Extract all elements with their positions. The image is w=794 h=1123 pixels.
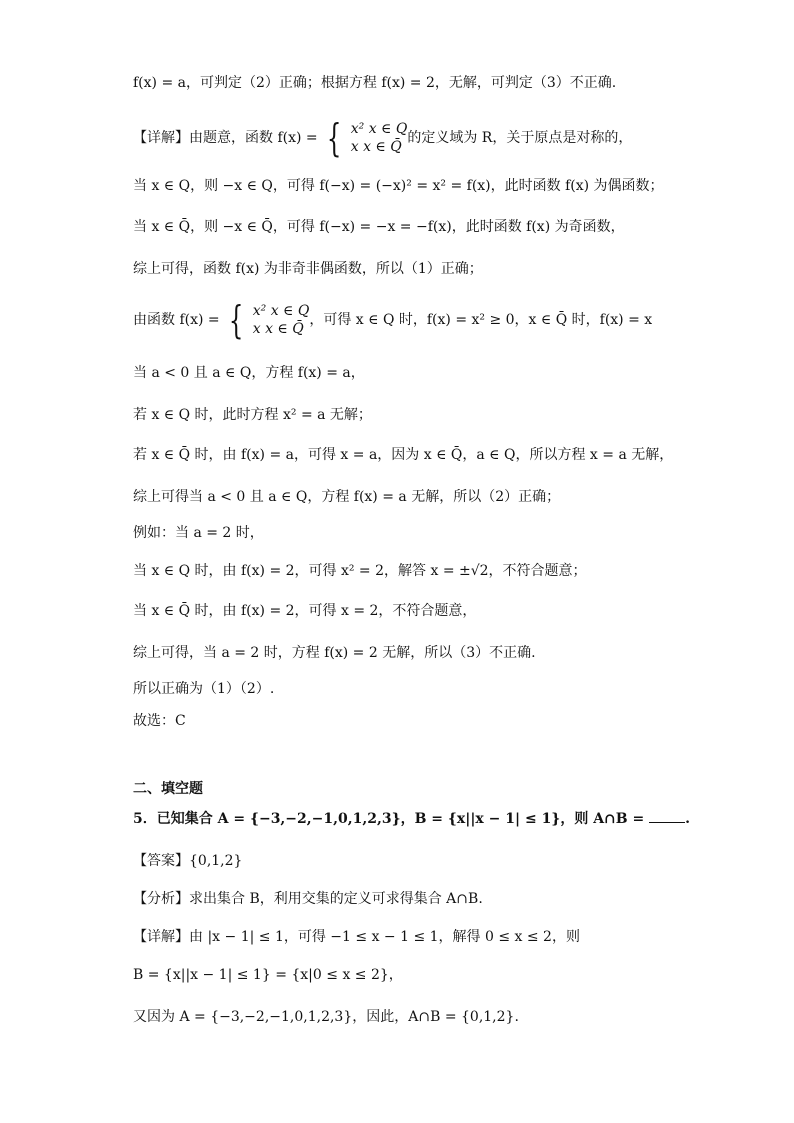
text-line: f(x) = a，可判定（2）正确；根据方程 f(x) = 2，无解，可判定（3）不正确. — [133, 75, 617, 91]
text-line: 若 x ∈ Q̄ 时，由 f(x) = a，可得 x = a，因为 x ∈ Q̄，a ∈ Q，所以方程 x = a 无解， — [133, 447, 674, 463]
answer-choice-line: 故选：C — [133, 713, 186, 729]
text-line: 当 x ∈ Q̄ 时，由 f(x) = 2，可得 x = 2，不符合题意， — [133, 603, 477, 619]
text-line: 又因为 A = {−3,−2,−1,0,1,2,3}，因此，A∩B = {0,1,2}. — [133, 1009, 519, 1025]
analysis-tag: 【分析】 — [133, 891, 189, 907]
answer-line: 【答案】{0,1,2} — [133, 853, 243, 869]
section-heading: 二、填空题 — [133, 781, 203, 797]
text-line: 当 x ∈ Q 时，由 f(x) = 2，可得 x² = 2，解答 x = ±√2，不符合题意； — [133, 563, 587, 579]
detail-line: 【详解】由 |x − 1| ≤ 1，可得 −1 ≤ x − 1 ≤ 1，解得 0 ≤ x ≤ 2，则 — [133, 929, 580, 945]
answer-tag: 【答案】 — [133, 853, 189, 869]
piecewise-cases: { x² x ∈ Q x x ∈ Q̄ — [228, 298, 310, 342]
piecewise-cases: { x² x ∈ Q x x ∈ Q̄ — [326, 116, 408, 160]
text-line: 当 x ∈ Q，则 −x ∈ Q，可得 f(−x) = (−x)² = x² = f(x)，此时函数 f(x) 为偶函数； — [133, 178, 664, 194]
detail-tag: 【详解】 — [133, 130, 189, 146]
text-line: 当 x ∈ Q̄，则 −x ∈ Q̄，可得 f(−x) = −x = −f(x)，此时函数 f(x) 为奇函数， — [133, 219, 625, 235]
detail-line-function-def: 【详解】由题意，函数 f(x) = { x² x ∈ Q x x ∈ Q̄ 的定义域为 R，关于原点是对称的， — [133, 116, 633, 160]
text-line: 所以正确为（1）（2）. — [133, 681, 275, 697]
left-brace-glyph: { — [326, 116, 342, 160]
left-brace-glyph: { — [228, 298, 244, 342]
question-5: 5．已知集合 A = {−3,−2,−1,0,1,2,3}，B = {x||x − 1| ≤ 1}，则 A∩B = . — [133, 811, 690, 827]
text-line: 综上可得当 a < 0 且 a ∈ Q，方程 f(x) = a 无解，所以（2）正确； — [133, 489, 561, 505]
text-line: 若 x ∈ Q 时，此时方程 x² = a 无解； — [133, 407, 372, 423]
text-line: 综上可得，当 a = 2 时，方程 f(x) = 2 无解，所以（3）不正确. — [133, 645, 536, 661]
detail-tag: 【详解】 — [133, 929, 189, 945]
text-line: 当 a < 0 且 a ∈ Q，方程 f(x) = a， — [133, 365, 365, 381]
text-line: 例如：当 a = 2 时， — [133, 525, 264, 541]
text-line: B = {x||x − 1| ≤ 1} = {x|0 ≤ x ≤ 2}， — [133, 967, 403, 983]
analysis-line: 【分析】求出集合 B，利用交集的定义可求得集合 A∩B. — [133, 891, 483, 907]
text-line-function-def: 由函数 f(x) = { x² x ∈ Q x x ∈ Q̄ ，可得 x ∈ Q 时，f(x) = x² ≥ 0，x ∈ Q̄ 时，f(x) = x — [133, 298, 653, 342]
text-line: 综上可得，函数 f(x) 为非奇非偶函数，所以（1）正确； — [133, 261, 483, 277]
answer-blank — [649, 822, 685, 823]
